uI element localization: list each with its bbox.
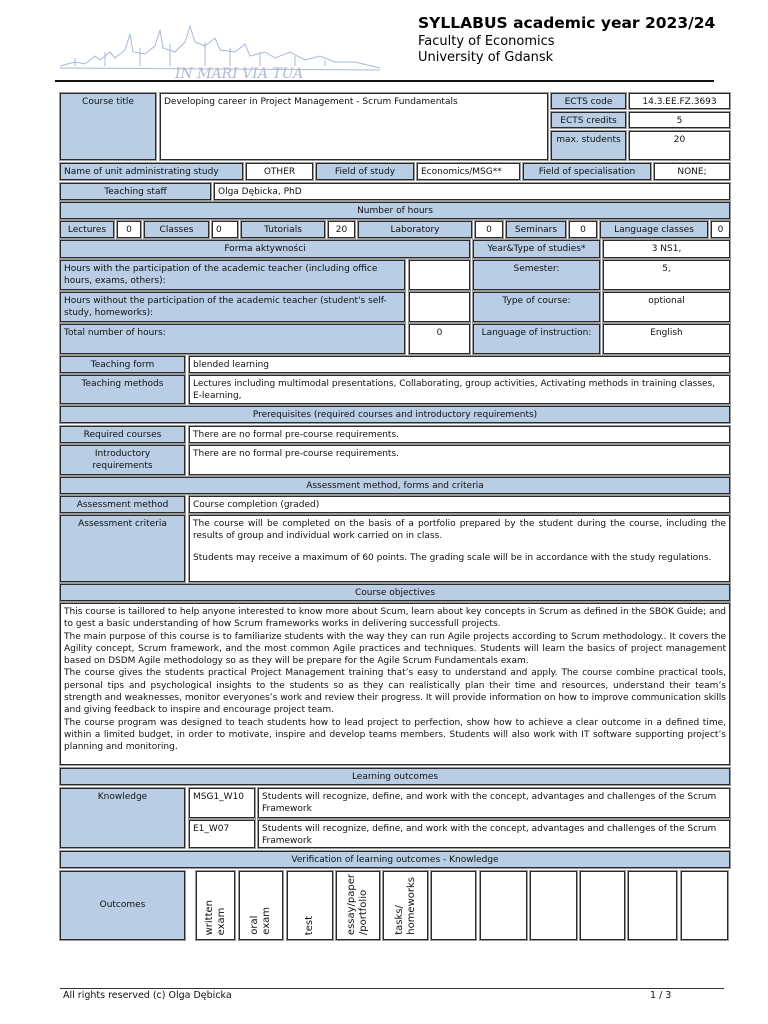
required-courses-label: Required courses xyxy=(60,426,185,443)
hours-without-teacher-label: Hours without the participation of the academic teacher (student's self-study, homeworks): xyxy=(60,292,405,322)
teaching-methods-value: Lectures including multimodal presentations, Collaborating, group activities, Activating methods in training classes, E-learning, xyxy=(189,375,730,404)
outcome-text: Students will recognize, define, and work with the concept, advantages and challenges of the Scrum Framework xyxy=(258,788,730,818)
paragraph: This course is taillored to help anyone interested to know more about Scum, learn about key concepts in Scrum as defined in the SBOK Guide; and to gest a basic understanding of how Scrum frameworks works in delivering successfull projects. xyxy=(64,607,726,630)
lectures-value: 0 xyxy=(117,221,141,238)
verification-method-label: written exam xyxy=(203,899,227,935)
verification-method-column xyxy=(681,871,728,940)
verification-method-column xyxy=(580,871,625,940)
total-hours-label: Total number of hours: xyxy=(60,324,405,354)
course-title-value: Developing career in Project Management - Scrum Fundamentals xyxy=(160,93,548,160)
verification-header: Verification of learning outcomes - Knowledge xyxy=(60,851,730,868)
knowledge-label: Knowledge xyxy=(60,788,185,848)
unit-label: Name of unit administrating study xyxy=(60,163,243,180)
ects-code-label: ECTS code xyxy=(551,93,626,109)
verification-method-column xyxy=(196,871,235,940)
assessment-method-label: Assessment method xyxy=(60,496,185,513)
classes-label: Classes xyxy=(144,221,209,238)
hours-with-teacher-label: Hours with the participation of the academic teacher (including office hours, exams, others): xyxy=(60,260,405,290)
outcomes-label: Outcomes xyxy=(60,871,185,940)
verification-method-label: tasks/ homeworks xyxy=(393,877,417,935)
year-type-label: Year&Type of studies* xyxy=(473,240,600,258)
svg-text:IN MARI VIA TUA: IN MARI VIA TUA xyxy=(175,66,304,80)
field-value: Economics/MSG** xyxy=(417,163,520,180)
course-objectives-header: Course objectives xyxy=(60,584,730,601)
hours-with-teacher-value xyxy=(409,260,470,290)
paragraph: The course program was designed to teach students how to lead project to perfection, show how to achieve a clear outcome in a defined time, within a limited budget, in order to motivate, inspire and develop teams members. Students will also work with IT software supporting project’s planning and monitoring. xyxy=(64,717,726,753)
tutorials-value: 20 xyxy=(328,221,355,238)
paragraph: The course will be completed on the basis of a portfolio prepared by the student during the course, including the results of group and individual work carried on in class. xyxy=(193,519,726,542)
assessment-method-value: Course completion (graded) xyxy=(189,496,730,513)
specialisation-value: NONE; xyxy=(654,163,730,180)
max-students-value: 20 xyxy=(629,131,730,160)
seminars-label: Seminars xyxy=(506,221,566,238)
verification-method-label: oral exam xyxy=(249,907,272,935)
ects-credits-value: 5 xyxy=(629,112,730,128)
forma-aktywnosci-header: Forma aktywności xyxy=(60,240,470,258)
introductory-requirements-label: Introductory requirements xyxy=(60,445,185,475)
language-classes-label: Language classes xyxy=(600,221,708,238)
lectures-label: Lectures xyxy=(60,221,114,238)
faculty-name: Faculty of Economics xyxy=(418,34,555,49)
paragraph: The main purpose of this course is to familiarize students with the way they can run Agile projects according to Scrum methodology.. It covers the Agility concept, Scrum framework, and the most common Agile practices and techniques. Students will learn the basics of project management based on DSDM Agile methodology so as they will be prepare for the Agile Scrum Fundamentals exam. xyxy=(64,631,726,667)
paragraph: Students may receive a maximum of 60 points. The grading scale will be in accordance with the study regulations. xyxy=(193,552,712,563)
verification-method-column xyxy=(431,871,476,940)
classes-value: 0 xyxy=(212,221,238,238)
paragraph: The course gives the students practical Project Management training that’s easy to understand and apply. The course combine practical tools, personal tips and psychological insights to the students so as they can realistically plan their time and resources, understand their team’s strength and weaknesses, monitor everyones’s work and review their progress. It will provide information on how to improve communication skills and giving feedback to inspire and encourage project team. xyxy=(64,668,726,716)
university-name: University of Gdansk xyxy=(418,50,554,65)
hours-without-teacher-value xyxy=(409,292,470,322)
syllabus-title: SYLLABUS academic year 2023/24 xyxy=(418,14,716,32)
header-divider xyxy=(55,80,714,82)
tutorials-label: Tutorials xyxy=(241,221,325,238)
verification-method-column xyxy=(336,871,380,940)
assessment-criteria-value xyxy=(189,515,730,582)
assessment-criteria-label: Assessment criteria xyxy=(60,515,185,582)
teaching-staff-label: Teaching staff xyxy=(60,183,211,200)
verification-method-label: essay/paper /portfolio xyxy=(346,873,369,935)
semester-label: Semester: xyxy=(473,260,600,290)
field-label: Field of study xyxy=(316,163,414,180)
footer-copyright: All rights reserved (c) Olga Dębicka xyxy=(63,990,232,1001)
assessment-header: Assessment method, forms and criteria xyxy=(60,477,730,494)
teaching-staff-value: Olga Dębicka, PhD xyxy=(214,183,730,200)
semester-value: 5, xyxy=(603,260,730,290)
seminars-value: 0 xyxy=(569,221,597,238)
verification-method-column xyxy=(628,871,677,940)
prerequisites-header: Prerequisites (required courses and introductory requirements) xyxy=(60,406,730,423)
laboratory-value: 0 xyxy=(475,221,503,238)
learning-outcomes-header: Learning outcomes xyxy=(60,768,730,785)
verification-method-column xyxy=(287,871,333,940)
teaching-form-value: blended learning xyxy=(189,356,730,373)
footer-divider xyxy=(60,988,724,989)
course-objectives-text xyxy=(60,603,730,765)
verification-method-column xyxy=(383,871,428,940)
total-hours-value: 0 xyxy=(409,324,470,354)
verification-method-column xyxy=(530,871,577,940)
type-of-course-value: optional xyxy=(603,292,730,322)
unit-value: OTHER xyxy=(246,163,313,180)
university-logo-skyline xyxy=(55,22,385,80)
outcome-code: E1_W07 xyxy=(189,820,255,848)
outcome-code: MSG1_W10 xyxy=(189,788,255,818)
page-number: 1 / 3 xyxy=(650,990,672,1001)
verification-method-label: test xyxy=(304,915,315,935)
teaching-form-label: Teaching form xyxy=(60,356,185,373)
introductory-requirements-value: There are no formal pre-course requirements. xyxy=(189,445,730,475)
language-of-instruction-label: Language of instruction: xyxy=(473,324,600,354)
ects-credits-label: ECTS credits xyxy=(551,112,626,128)
outcome-text: Students will recognize, define, and work with the concept, advantages and challenges of the Scrum Framework xyxy=(258,820,730,848)
language-classes-value: 0 xyxy=(711,221,730,238)
language-of-instruction-value: English xyxy=(603,324,730,354)
verification-method-column xyxy=(480,871,527,940)
max-students-label: max. students xyxy=(551,131,626,160)
laboratory-label: Laboratory xyxy=(358,221,472,238)
year-type-value: 3 NS1, xyxy=(603,240,730,258)
number-of-hours-header: Number of hours xyxy=(60,202,730,219)
type-of-course-label: Type of course: xyxy=(473,292,600,322)
required-courses-value: There are no formal pre-course requirements. xyxy=(189,426,730,443)
course-title-label: Course title xyxy=(60,93,156,160)
specialisation-label: Field of specialisation xyxy=(523,163,651,180)
verification-method-column xyxy=(239,871,283,940)
teaching-methods-label: Teaching methods xyxy=(60,375,185,404)
ects-code-value: 14.3.EE.FZ.3693 xyxy=(629,93,730,109)
